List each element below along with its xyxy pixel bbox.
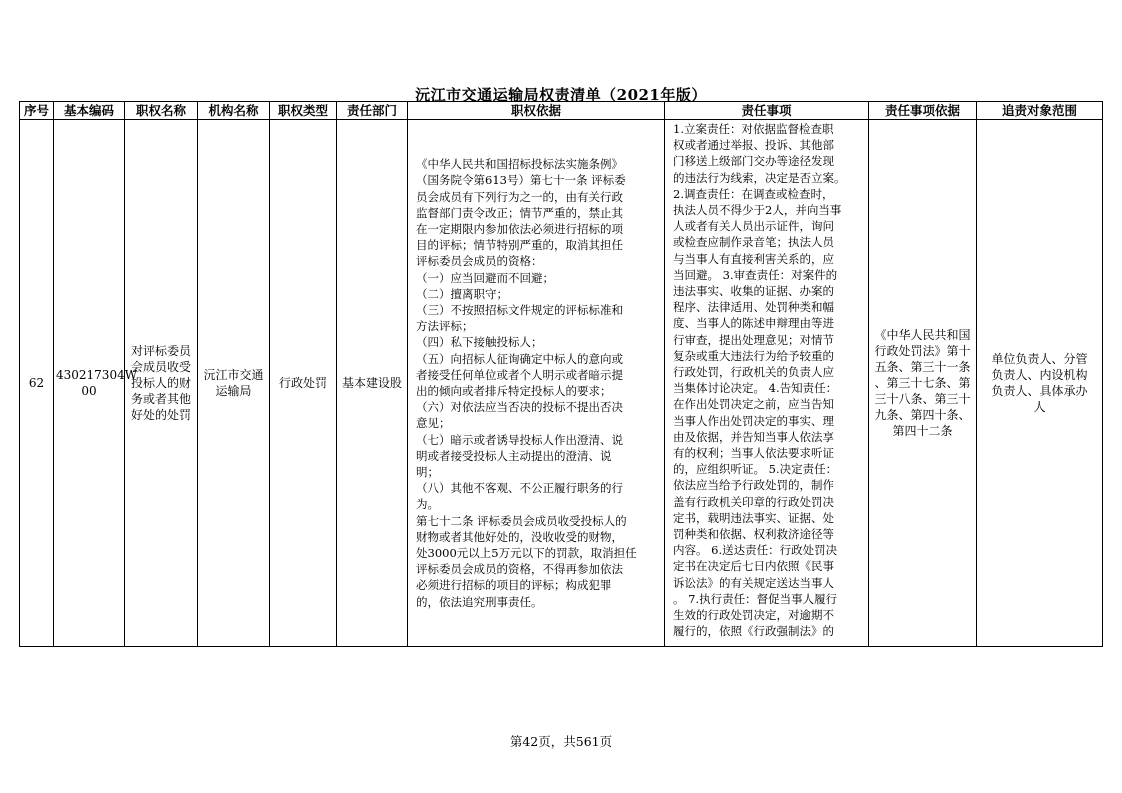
header-accountability: 追责对象范围 <box>977 102 1103 120</box>
header-dept: 责任部门 <box>337 102 408 120</box>
duty-line: 行政处罚，行政机关的负责人应 <box>673 365 834 380</box>
duty-line: 当事人作出处罚决定的事实、理 <box>673 413 834 428</box>
cell-org-name <box>198 120 270 647</box>
duty-line: 生效的行政处罚决定，对逾期不 <box>673 608 834 623</box>
header-code: 基本编码 <box>54 102 125 120</box>
cell-dept: 基本建设股 <box>337 120 408 647</box>
duty-line: 内容。 6.送达责任：行政处罚决 <box>673 543 838 558</box>
duty-basis-line: 三十八条、第三十 <box>874 392 971 406</box>
header-basis: 职权依据 <box>408 102 665 120</box>
duty-basis-line: 九条、第四十条、 <box>874 408 971 422</box>
header-power-name: 职权名称 <box>125 102 198 120</box>
basis-line: 意见； <box>416 416 451 431</box>
duty-line: 的违法行为线索，决定是否立案。 <box>673 170 846 185</box>
duty-line: 定书在决定后七日内依照《民事 <box>673 559 834 574</box>
duty-line: 在作出处罚决定之前，应当告知 <box>673 397 834 412</box>
duty-line: 的，应组织听证。 5.决定责任： <box>673 462 838 477</box>
cell-basis <box>408 120 665 647</box>
duty-line: 行审查，提出处理意见；对情节 <box>673 332 834 347</box>
duty-line: 当回避。 3.审查责任：对案件的 <box>673 267 838 282</box>
duty-line: 执法人员不得少于2人，并向当事 <box>673 203 842 218</box>
basis-line: 《中华人民共和国招标投标法实施条例》 <box>416 157 623 172</box>
basis-line: （一）应当回避而不回避； <box>416 270 554 285</box>
basis-line: 处3000元以上5万元以下的罚款，取消担任 <box>416 546 637 561</box>
table-header-row <box>20 102 1103 120</box>
duty-line: 。 7.执行责任：督促当事人履行 <box>673 591 838 606</box>
page-footer: 第42页，共561页 <box>509 734 613 749</box>
duty-basis-line: 行政处罚法》第十 <box>874 344 971 358</box>
duty-line: 履行的，依照《行政强制法》的 <box>673 624 834 639</box>
duty-line: 盖有行政机关印章的行政处罚决 <box>673 494 834 509</box>
basis-line: 方法评标； <box>416 319 474 334</box>
accountability-line: 负责人、内设机构 <box>991 368 1088 382</box>
duty-line: 违法事实、收集的证据、办案的 <box>673 284 834 299</box>
basis-line: 者接受任何单位或者个人明示或者暗示提 <box>416 367 623 382</box>
header-duty-basis: 责任事项依据 <box>869 102 977 120</box>
duty-basis-line: 五条、第三十一条 <box>874 360 971 374</box>
basis-line: 明或者接受投标人主动提出的澄清、说 <box>416 448 612 463</box>
duty-line: 1.立案责任：对依据监督检查职 <box>673 122 834 136</box>
duty-line: 或检查应制作录音笔；执法人员 <box>673 235 834 250</box>
cell-duty-basis <box>869 120 977 647</box>
org-line: 沅江市交通 <box>203 368 264 382</box>
basis-line: （四）私下接触投标人； <box>416 335 543 350</box>
cell-power-type: 行政处罚 <box>270 120 337 647</box>
basis-line: 评标委员会成员的资格： <box>416 254 543 269</box>
header-seq: 序号 <box>20 102 54 120</box>
cell-seq: 62 <box>20 120 54 647</box>
document-title: 沅江市交通运输局权责清单（2021年版） <box>415 86 707 104</box>
duty-line: 2.调查责任：在调查或检查时， <box>673 186 834 201</box>
name-line: 好处的处罚 <box>130 408 191 422</box>
duty-line: 与当事人有直接利害关系的，应 <box>673 251 834 266</box>
basis-line: 出的倾向或者排斥特定投标人的要求； <box>416 384 612 398</box>
header-power-type: 职权类型 <box>270 102 337 120</box>
basis-line: （七）暗示或者诱导投标人作出澄清、说 <box>416 432 623 447</box>
duty-line: 门移送上级部门交办等途径发现 <box>673 154 834 169</box>
basis-line: 在一定期限内参加依法必须进行招标的项 <box>416 221 623 236</box>
accountability-line: 人 <box>1033 400 1046 414</box>
basis-line: 明； <box>416 465 439 480</box>
duty-line: 复杂或重大违法行为给予较重的 <box>673 348 834 363</box>
code-line: 00 <box>81 384 97 398</box>
duty-line: 度、当事人的陈述申辩理由等进 <box>673 316 834 331</box>
accountability-line: 单位负责人、分管 <box>991 352 1088 366</box>
duty-line: 诉讼法》的有关规定送达当事人 <box>673 575 834 590</box>
basis-line: （三）不按照招标文件规定的评标标准和 <box>416 302 623 317</box>
basis-line: （二）擅离职守； <box>416 286 508 301</box>
basis-line: 员会成员有下列行为之一的，由有关行政 <box>416 189 623 204</box>
cell-power-name <box>125 120 198 647</box>
duty-basis-line: 《中华人民共和国 <box>874 328 971 342</box>
duty-line: 权或者通过举报、投诉、其他部 <box>673 138 834 153</box>
basis-line: 为。 <box>416 497 439 512</box>
name-line: 投标人的财 <box>130 376 191 390</box>
accountability-line: 负责人、具体承办 <box>991 384 1088 398</box>
cell-duty <box>665 120 869 647</box>
basis-line: （六）对依法应当否决的投标不提出否决 <box>416 400 623 415</box>
duty-line: 有的权利；当事人依法要求听证 <box>673 446 834 461</box>
basis-line: （国务院令第613号）第七十一条 评标委 <box>416 173 626 188</box>
header-org-name: 机构名称 <box>198 102 270 120</box>
cell-code <box>54 120 138 647</box>
duty-line: 由及依据，并告知当事人依法享 <box>673 429 834 444</box>
basis-line: 必须进行招标的项目的评标；构成犯罪 <box>416 578 612 593</box>
org-line: 运输局 <box>215 384 252 398</box>
code-line: 430217304W <box>56 368 138 382</box>
name-line: 会成员收受 <box>130 360 191 374</box>
basis-line: 目的评标；情节特别严重的，取消其担任 <box>416 238 623 253</box>
table-row <box>20 120 1103 647</box>
duty-line: 程序、法律适用、处罚种类和幅 <box>673 300 834 315</box>
basis-line: 监督部门责令改正；情节严重的，禁止其 <box>416 205 623 220</box>
name-line: 对评标委员 <box>130 344 191 358</box>
basis-line: 第七十二条 评标委员会成员收受投标人的 <box>416 513 627 528</box>
duty-line: 罚种类和依据、权利救济途径等 <box>673 527 834 542</box>
cell-accountability <box>977 120 1103 647</box>
responsibility-table <box>19 101 1103 647</box>
header-duty: 责任事项 <box>665 102 869 120</box>
duty-basis-line: 第四十二条 <box>892 424 953 438</box>
name-line: 务或者其他 <box>130 392 191 406</box>
duty-basis-line: 、第三十七条、第 <box>874 376 971 390</box>
duty-line: 定书，载明违法事实、证据、处 <box>673 510 834 525</box>
basis-line: 财物或者其他好处的，没收收受的财物， <box>416 529 623 544</box>
basis-line: （八）其他不客观、不公正履行职务的行 <box>416 481 623 496</box>
basis-line: 的，依法追究刑事责任。 <box>416 594 543 609</box>
duty-line: 人或者有关人员出示证件，询问 <box>673 219 834 234</box>
duty-line: 依法应当给予行政处罚的，制作 <box>673 478 834 493</box>
basis-line: 评标委员会成员的资格，不得再参加依法 <box>416 562 623 577</box>
duty-line: 当集体讨论决定。 4.告知责任： <box>673 381 838 396</box>
basis-line: （五）向招标人征询确定中标人的意向或 <box>416 351 623 366</box>
